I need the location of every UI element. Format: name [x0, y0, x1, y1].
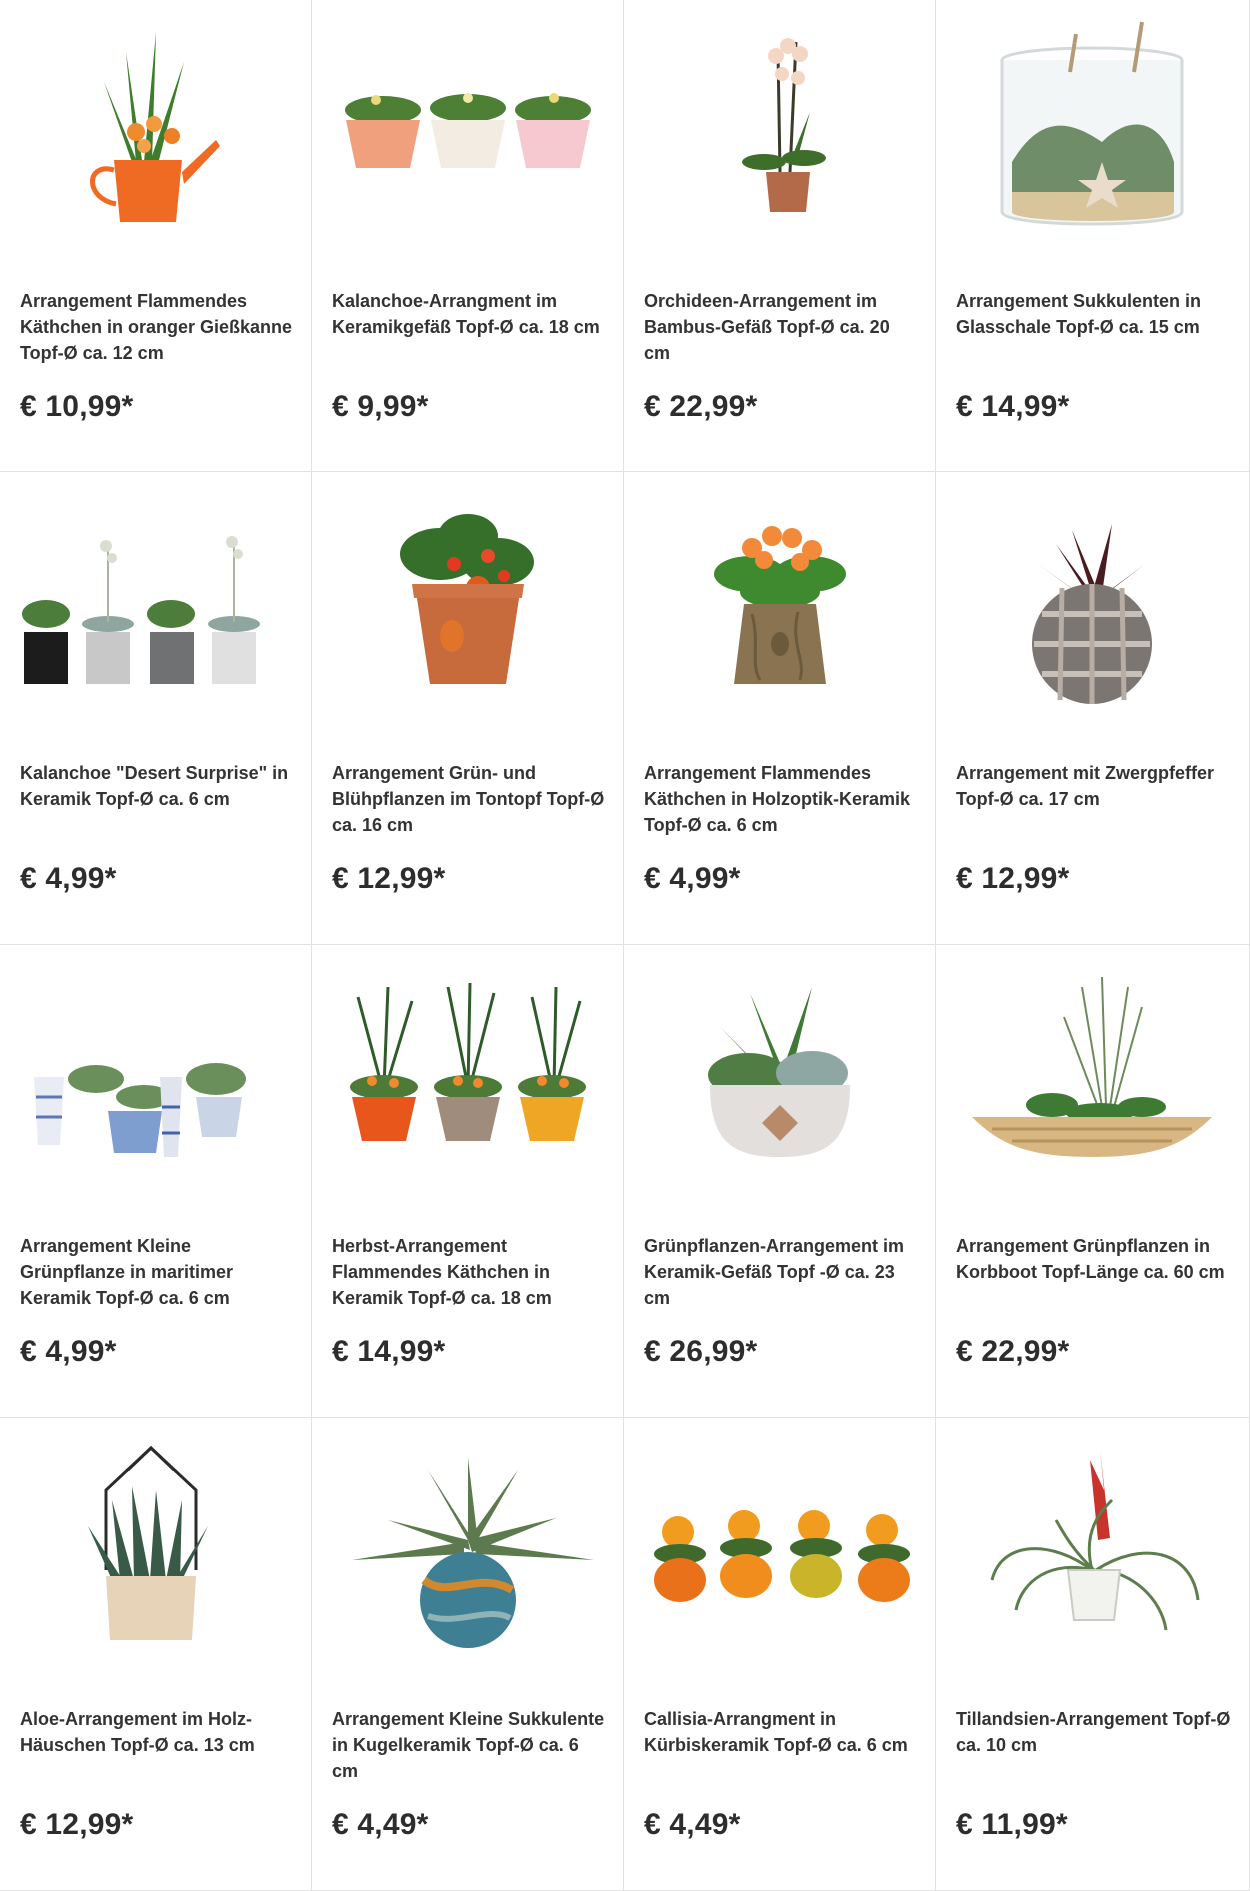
product-price: € 9,99* [332, 390, 429, 423]
product-image[interactable] [328, 484, 608, 724]
product-price: € 4,99* [20, 862, 117, 895]
potted-plant-icon [16, 12, 296, 252]
product-image[interactable] [952, 957, 1232, 1197]
product-image[interactable] [952, 1430, 1232, 1670]
product-price: € 11,99* [956, 1808, 1068, 1841]
product-price: € 22,99* [956, 1335, 1070, 1368]
product-title[interactable]: Aloe-Arrangement im Holz-Häuschen Topf-Ø ca. 13 cm [20, 1709, 255, 1755]
product-image[interactable] [640, 1430, 920, 1670]
product-image[interactable] [16, 957, 296, 1197]
product-price: € 14,99* [332, 1335, 446, 1368]
aloe-house-icon [16, 1430, 296, 1670]
product-card[interactable] [312, 472, 624, 945]
product-card[interactable] [936, 472, 1250, 945]
potted-plant-icon [328, 957, 608, 1197]
product-image[interactable] [16, 1430, 296, 1670]
product-card[interactable] [0, 0, 312, 472]
tillandsia-icon [952, 1430, 1232, 1670]
product-card[interactable] [624, 0, 936, 472]
product-card[interactable] [0, 1418, 312, 1891]
product-image[interactable] [328, 957, 608, 1197]
product-price: € 4,99* [644, 862, 741, 895]
product-price: € 14,99* [956, 390, 1070, 423]
product-image[interactable] [952, 12, 1232, 252]
product-price: € 4,49* [332, 1808, 429, 1841]
product-title[interactable]: Arrangement Kleine Grünpflanze in maritimer Keramik Topf-Ø ca. 6 cm [20, 1236, 234, 1308]
product-price: € 12,99* [956, 862, 1070, 895]
product-card[interactable] [0, 945, 312, 1418]
product-price: € 12,99* [332, 862, 446, 895]
product-card[interactable] [312, 1418, 624, 1891]
product-card[interactable] [624, 472, 936, 945]
potted-plant-icon [16, 484, 296, 724]
product-title[interactable]: Arrangement mit Zwergpfeffer Topf-Ø ca. 17 cm [956, 763, 1215, 809]
product-card[interactable] [624, 945, 936, 1418]
product-card[interactable] [312, 945, 624, 1418]
product-title[interactable]: Herbst-Arrangement Flammendes Käthchen in Keramik Topf-Ø ca. 18 cm [332, 1236, 552, 1308]
product-card[interactable] [624, 1418, 936, 1891]
product-card[interactable] [0, 472, 312, 945]
product-card[interactable] [936, 1418, 1250, 1891]
product-title[interactable]: Arrangement Sukkulenten in Glasschale Topf-Ø ca. 15 cm [956, 291, 1202, 337]
potted-plant-icon [640, 957, 920, 1197]
product-image[interactable] [640, 957, 920, 1197]
product-image[interactable] [16, 12, 296, 252]
product-card[interactable] [936, 945, 1250, 1418]
product-image[interactable] [16, 484, 296, 724]
product-title[interactable]: Arrangement Grün- und Blühpflanzen im Tontopf Topf-Ø ca. 16 cm [332, 763, 605, 835]
product-price: € 4,49* [644, 1808, 741, 1841]
succulent-icon [328, 1430, 608, 1670]
product-price: € 10,99* [20, 390, 134, 423]
basket-plant-icon [952, 957, 1232, 1197]
product-image[interactable] [328, 1430, 608, 1670]
product-image[interactable] [640, 484, 920, 724]
product-image[interactable] [952, 484, 1232, 724]
orchid-icon [640, 12, 920, 252]
potted-plant-icon [640, 484, 920, 724]
product-title[interactable]: Arrangement Flammendes Käthchen in Holzoptik-Keramik Topf-Ø ca. 6 cm [644, 763, 911, 835]
product-price: € 4,99* [20, 1335, 117, 1368]
product-card[interactable] [936, 0, 1250, 472]
product-title[interactable]: Arrangement Grünpflanzen in Korbboot Topf-Länge ca. 60 cm [956, 1236, 1225, 1282]
product-price: € 12,99* [20, 1808, 134, 1841]
product-price: € 22,99* [644, 390, 758, 423]
product-title[interactable]: Tillandsien-Arrangement Topf-Ø ca. 10 cm [956, 1709, 1231, 1755]
product-price: € 26,99* [644, 1335, 758, 1368]
potted-plant-icon [328, 12, 608, 252]
product-title[interactable]: Orchideen-Arrangement im Bambus-Gefäß Topf-Ø ca. 20 cm [644, 291, 890, 363]
potted-plant-icon [952, 484, 1232, 724]
product-title[interactable]: Callisia-Arrangment in Kürbiskeramik Topf-Ø ca. 6 cm [644, 1709, 908, 1755]
succulent-glass-icon [952, 12, 1232, 252]
product-title[interactable]: Arrangement Flammendes Käthchen in oranger Gießkanne Topf-Ø ca. 12 cm [20, 291, 293, 363]
product-title[interactable]: Arrangement Kleine Sukkulente in Kugelkeramik Topf-Ø ca. 6 cm [332, 1709, 605, 1781]
product-card[interactable] [312, 0, 624, 472]
product-image[interactable] [328, 12, 608, 252]
product-image[interactable] [640, 12, 920, 252]
potted-plant-icon [328, 484, 608, 724]
product-title[interactable]: Kalanchoe "Desert Surprise" in Keramik Topf-Ø ca. 6 cm [20, 763, 289, 809]
product-title[interactable]: Kalanchoe-Arrangment im Keramikgefäß Topf-Ø ca. 18 cm [332, 291, 600, 337]
pumpkin-pot-icon [640, 1430, 920, 1670]
potted-plant-icon [16, 957, 296, 1197]
product-title[interactable]: Grünpflanzen-Arrangement im Keramik-Gefäß Topf -Ø ca. 23 cm [644, 1236, 905, 1308]
